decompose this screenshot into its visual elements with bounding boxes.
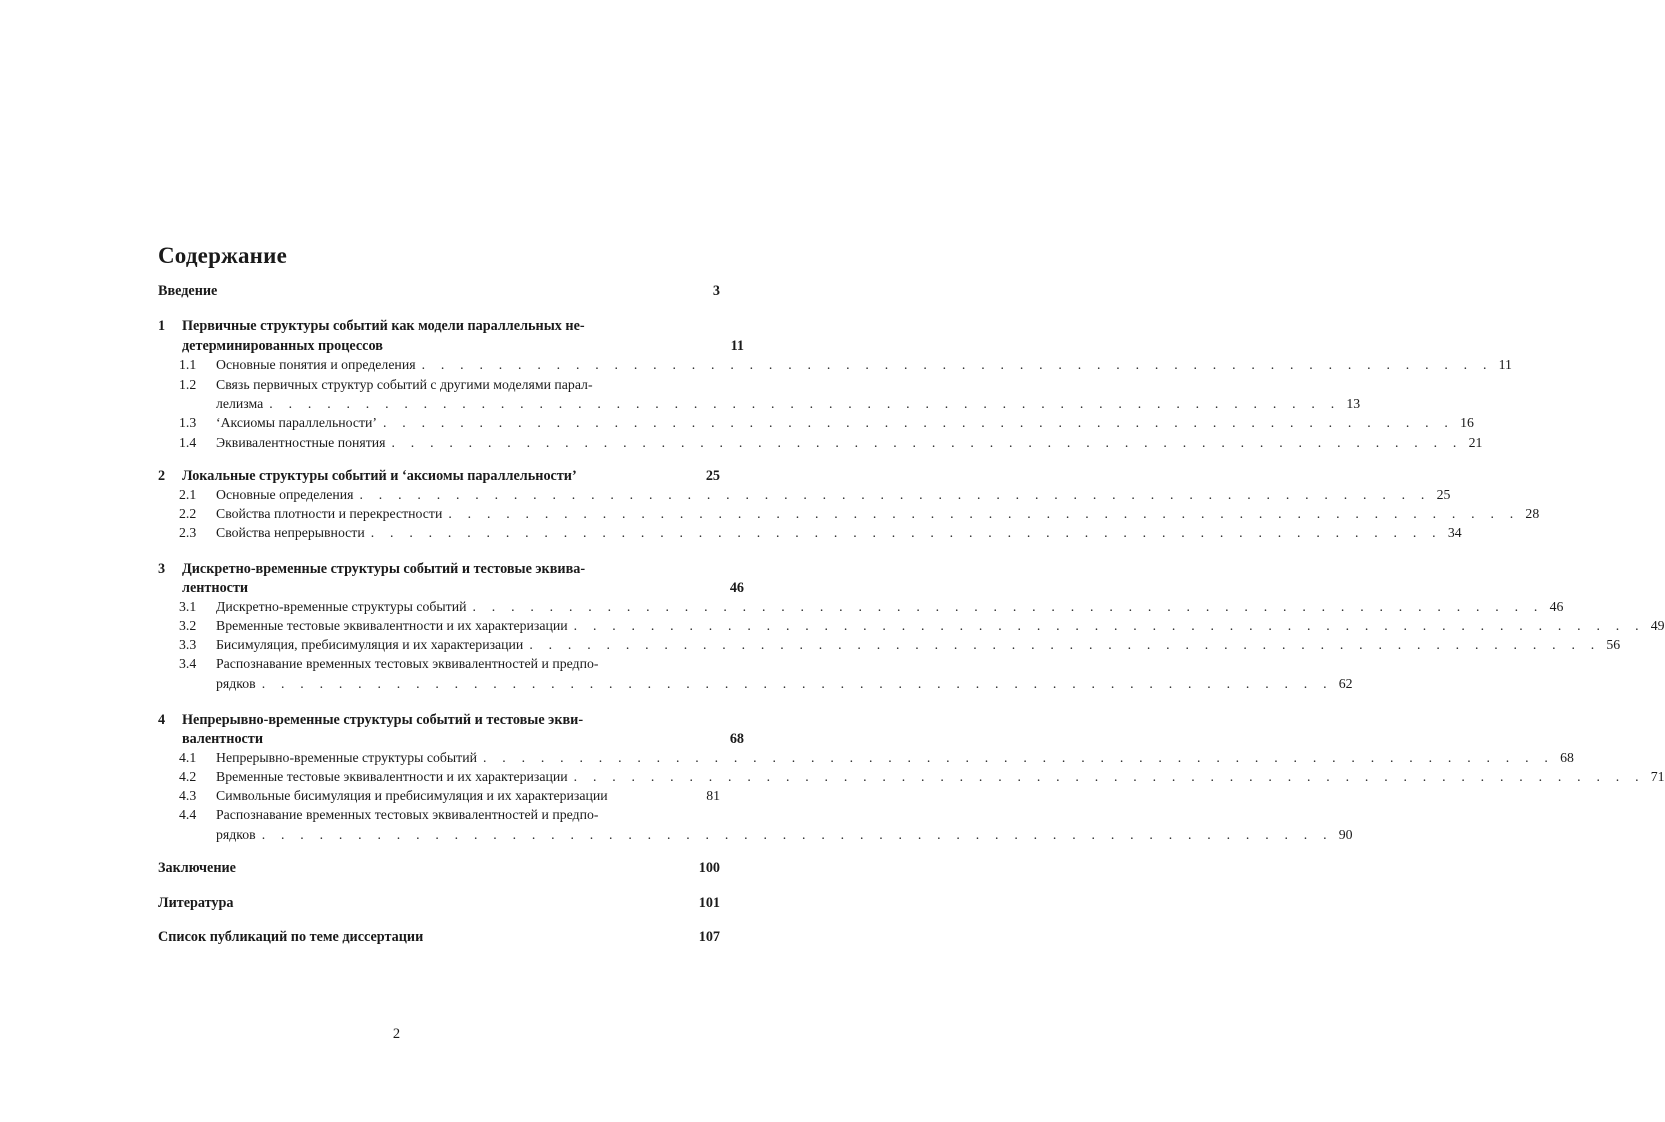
toc-chapter-1-cont[interactable] [158,338,744,355]
toc-page-number: 71 [1650,769,1665,784]
toc-chapter-4[interactable] [158,712,720,729]
toc-chapter-3-cont[interactable] [158,580,744,597]
toc-section-3-4-cont[interactable] [158,676,1353,692]
toc-section-4-3[interactable] [158,788,720,804]
toc-entry-label: Дискретно-временные структуры событий и тестовые эквива- [182,561,586,577]
toc-leader-dots: . . . . . . . . . . . . . . . . . . . . . . . . . . . . . . . . . . . . . . . . . . . . . . . . . . . . . . . . [261,676,1333,691]
toc-page-number: 46 [1549,599,1564,614]
toc-section-number: 4.4 [179,807,197,822]
toc-section-number: 4.2 [179,769,197,784]
toc-entry-label: Свойства непрерывности [216,525,365,540]
toc-page-number: 100 [698,860,720,876]
toc-section-2-3[interactable] [158,525,1462,541]
toc-section-number: 3.2 [179,618,197,633]
toc-section-number: 1.1 [179,357,197,372]
toc-leader-dots: . . . . . . . . . . . . . . . . . . . . . . . . . . . . . . . . . . . . . . . . . . . . . . . . . . . . . . . . [573,618,1645,633]
toc-page-number: 81 [706,788,720,803]
toc-leader-dots: . . . . . . . . . . . . . . . . . . . . . . . . . . . . . . . . . . . . . . . . . . . . . . . . . . . . . . . . [482,750,1555,765]
toc-section-1-4[interactable] [158,435,1483,451]
toc-leader-dots: . . . . . . . . . . . . . . . . . . . . . . . . . . . . . . . . . . . . . . . . . . . . . . . . . . . . . . . . [529,637,1601,652]
toc-page-number: 11 [1498,357,1512,372]
toc-section-number: 3.1 [179,599,197,614]
toc-section-number: 1.2 [179,377,197,392]
toc-page-number: 28 [1525,506,1540,521]
toc-leader-dots: . . . . . . . . . . . . . . . . . . . . . . . . . . . . . . . . . . . . . . . . . . . . . . . . . . . . . . . . [370,525,1442,540]
toc-entry-label: рядков [216,676,256,691]
toc-leader-dots: . . . . . . . . . . . . . . . . . . . . . . . . . . . . . . . . . . . . . . . . . . . . . . . . . . . . . . . . [261,827,1333,842]
toc-chapter-3[interactable] [158,561,720,578]
toc-entry-label: Локальные структуры событий и ‘аксиомы параллельности’ [182,468,577,484]
toc-section-4-1[interactable] [158,750,1574,766]
toc-section-number: 4.1 [179,750,197,765]
toc-chapter-2[interactable] [158,468,720,485]
toc-chapter-number: 3 [158,561,166,577]
toc-page-number: 21 [1468,435,1483,450]
toc-entry-label: Непрерывно-временные структуры событий [216,750,477,765]
toc-entry-label: валентности [182,731,263,747]
toc-page-number: 56 [1606,637,1621,652]
toc-entry-label: Эквивалентностные понятия [216,435,386,450]
toc-section-3-3[interactable] [158,637,1621,653]
toc-page-number: 68 [729,731,744,747]
toc-section-number: 2.1 [179,487,197,502]
toc-page-number: 90 [1338,827,1353,842]
toc-section-1-2[interactable] [158,377,720,393]
page-number: 2 [392,1026,401,1042]
toc-section-number: 1.4 [179,435,197,450]
toc-page-number: 62 [1338,676,1353,691]
toc-section-2-1[interactable] [158,487,1451,503]
toc-section-4-2[interactable] [158,769,1665,785]
toc-entry-label: лелизма [216,396,264,411]
toc-page-number: 3 [712,283,720,299]
toc-entry-conclusion[interactable] [158,860,720,877]
toc-section-3-4[interactable] [158,656,720,672]
toc-entry-label: Заключение [158,860,236,876]
toc-page-number: 13 [1346,396,1361,411]
toc-chapter-number: 4 [158,712,166,728]
toc-entry-label: Литература [158,895,234,911]
toc-page-number: 107 [698,929,720,945]
toc-leader-dots: . . . . . . . . . . . . . . . . . . . . . . . . . . . . . . . . . . . . . . . . . . . . . . . . . . . . . . . . [421,357,1493,372]
toc-entry-label: Временные тестовые эквивалентности и их характеризации [216,618,568,633]
toc-section-number: 2.2 [179,506,197,521]
page-title: Содержание [158,243,287,268]
toc-entry-label: Основные определения [216,487,354,502]
toc-entry-label: Бисимуляция, пребисимуляция и их характеризации [216,637,524,652]
toc-chapter-4-cont[interactable] [158,731,744,748]
toc-entry-label: Связь первичных структур событий с другими моделями парал- [216,377,593,392]
toc-section-4-4-cont[interactable] [158,827,1353,843]
toc-page-number: 49 [1650,618,1665,633]
toc-section-2-2[interactable] [158,506,1540,522]
toc-entry-label: Непрерывно-временные структуры событий и тестовые экви- [182,712,584,728]
toc-chapter-number: 2 [158,468,166,484]
toc-leader-dots: . . . . . . . . . . . . . . . . . . . . . . . . . . . . . . . . . . . . . . . . . . . . . . . . . . . . . . . . [448,506,1520,521]
toc-page-number: 46 [729,580,744,596]
toc-page-number: 16 [1460,415,1474,430]
toc-entry-label: лентности [182,580,249,596]
toc-page-number: 11 [730,338,744,354]
toc-leader-dots: . . . . . . . . . . . . . . . . . . . . . . . . . . . . . . . . . . . . . . . . . . . . . . . . . . . . . . . . [472,599,1544,614]
toc-section-number: 4.3 [179,788,197,803]
toc-page-number: 68 [1560,750,1574,765]
toc-leader-dots: . . . . . . . . . . . . . . . . . . . . . . . . . . . . . . . . . . . . . . . . . . . . . . . . . . . . . . . . [269,396,1341,411]
toc-leader-dots: . . . . . . . . . . . . . . . . . . . . . . . . . . . . . . . . . . . . . . . . . . . . . . . . . . . . . . . . [359,487,1431,502]
toc-page-number: 34 [1447,525,1462,540]
toc-leader-dots: . . . . . . . . . . . . . . . . . . . . . . . . . . . . . . . . . . . . . . . . . . . . . . . . . . . . . . . . [383,415,1455,430]
toc-section-number: 1.3 [179,415,197,430]
toc-section-number: 2.3 [179,525,197,540]
toc-entry-intro[interactable] [158,283,720,300]
toc-entry-label: ‘Аксиомы параллельности’ [216,415,377,430]
toc-entry-publications[interactable] [158,929,720,946]
toc-entry-label: Список публикаций по теме диссертации [158,929,424,945]
toc-entry-label: рядков [216,827,256,842]
toc-page-number: 25 [705,468,720,484]
toc-page-number: 101 [698,895,720,911]
toc-section-3-1[interactable] [158,599,1564,615]
toc-entry-label: Дискретно-временные структуры событий [216,599,467,614]
toc-entry-label: Символьные бисимуляция и пребисимуляция и их характеризации [216,788,608,803]
toc-leader-dots: . . . . . . . . . . . . . . . . . . . . . . . . . . . . . . . . . . . . . . . . . . . . . . . . . . . . . . . . [573,769,1645,784]
toc-section-1-2-cont[interactable] [158,396,1361,412]
toc-page-number: 25 [1436,487,1451,502]
toc-section-number: 3.4 [179,656,197,671]
toc-entry-label: Основные понятия и определения [216,357,416,372]
toc-section-number: 3.3 [179,637,197,652]
toc-entry-label: Свойства плотности и перекрестности [216,506,443,521]
toc-leader-dots: . . . . . . . . . . . . . . . . . . . . . . . . . . . . . . . . . . . . . . . . . . . . . . . . . . . . . . . . [391,435,1463,450]
toc-section-3-2[interactable] [158,618,1665,634]
toc-entry-label: детерминированных процессов [182,338,383,354]
toc-section-4-4[interactable] [158,807,720,823]
toc-section-1-3[interactable] [158,415,1474,431]
toc-entry-literature[interactable] [158,895,720,912]
toc-chapter-1[interactable] [158,318,720,335]
toc-entry-label: Введение [158,283,218,299]
toc-chapter-number: 1 [158,318,166,334]
toc-section-1-1[interactable] [158,357,1512,373]
toc-entry-label: Первичные структуры событий как модели параллельных не- [182,318,585,334]
toc-entry-label: Временные тестовые эквивалентности и их характеризации [216,769,568,784]
toc-entry-label: Распознавание временных тестовых эквивалентностей и предпо- [216,807,599,822]
toc-entry-label: Распознавание временных тестовых эквивалентностей и предпо- [216,656,599,671]
